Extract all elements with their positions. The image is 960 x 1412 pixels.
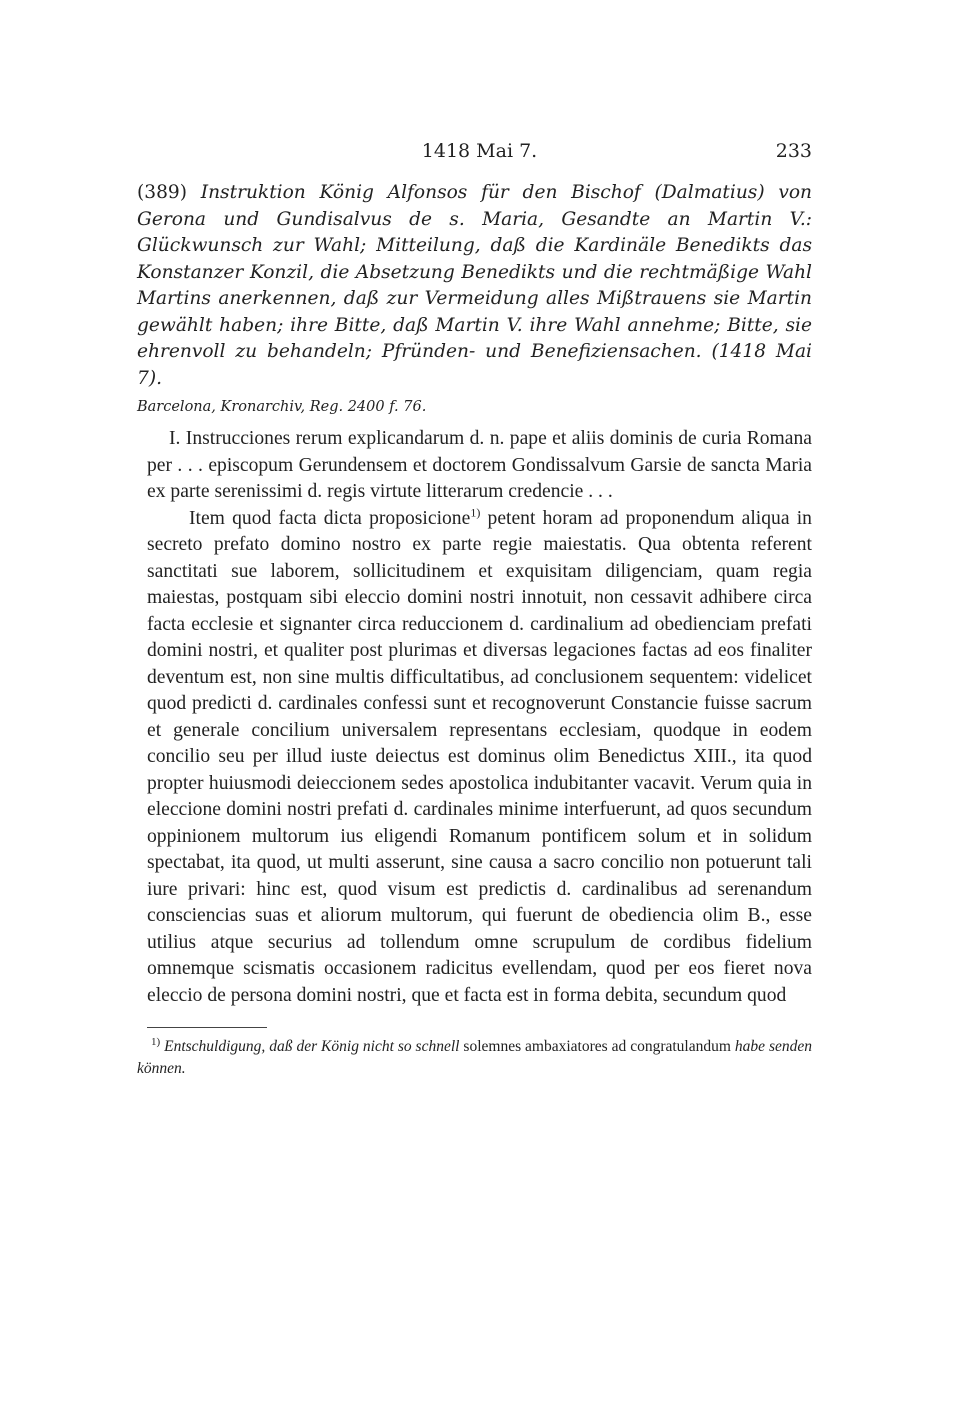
regest-summary (137, 180, 812, 392)
page-number: 233 (775, 140, 812, 162)
footnote (137, 1036, 812, 1080)
document-body (147, 426, 812, 1009)
body-paragraph-1: I. Instrucciones rerum explicandarum d. n. pape et aliis dominis de curia Romana per . . . episcopum Gerundensem et doctorem Gondissalvum Garsie de sancta Maria ex parte serenissimi d. regis virtute litterarum credencie . . . (147, 428, 812, 502)
footnote-divider (147, 1027, 267, 1028)
footnote-roman-1: solemnes ambaxiatores ad congratulandum (459, 1038, 735, 1055)
header-date: 1418 Mai 7. (421, 140, 538, 162)
paragraph-2-start: Item quod facta dicta proposicione (189, 507, 471, 529)
footnote-italic-2: habe senden können. (137, 1038, 812, 1077)
regest-text: Instruktion König Alfonsos für den Bischof (Dalmatius) von Gerona und Gundisalvus de s. Maria, Gesandte an Martin V.: Glückwunsch zur Wahl; Mitteilung, daß die Kardinäle Benedikts das Konstanzer Konzil, die Absetzung Benedikts und die rechtmäßige Wahl Martins anerkennen, daß zur Vermeidung alles Mißtrauens sie Martin gewählt haben; ihre Bitte, daß Martin V. ihre Wahl annehme; Bitte, sie ehrenvoll zu behandeln; Pfründen- und Benefiziensachen. (1418 Mai 7). (137, 182, 812, 389)
book-page (137, 140, 812, 1080)
document-number: (389) (137, 182, 187, 203)
footnote-reference[interactable]: 1) (470, 504, 481, 519)
running-header (147, 140, 812, 180)
archival-source: Barcelona, Kronarchiv, Reg. 2400 f. 76. (137, 399, 427, 415)
paragraph-2-rest: petent horam ad proponendum aliqua in secreto prefato domino nostro ex parte regie maiestatis. Qua obtenta referent sanctitati sue laborem, sollicitudinem et exquisitam diligenciam, quam regia maiestas, postquam sibi eleccio domini nostri innotuit, non cessavit adhibere circa facta ecclesie et signanter circa reduccionem d. cardinalium ad obedienciam prefati domini nostri, et qualiter post plurimas et diversas legaciones factas ad eos finaliter deventum est, non sine multis difficultatibus, ad conclusionem sequentem: videlicet quod predicti d. cardinales confessi sunt et recognoverunt Constancie fuisse sacrum et generale concilium universalem representans ecclesiam, quodque in eodem concilio seu per illud iuste deiectus est dominus olim Benedictus XIII., ita quod propter huiusmodi deieccionem sedes apostolica indubitanter vacavit. Verum quia in eleccione domini nostri prefati d. cardinales minime interfuerunt, ad quos secundum oppinionem multorum ius eligendi Romanum pontificem solum et in solidum spectabat, ita quod, ut multi asserunt, sine causa a sacro concilio non potuerunt tali iure privari: hinc est, quod visum est predictis d. cardinalibus ad serenandum consciencias suas et aliorum multorum, qui fuerunt de obediencia olim B., esse utilius atque securius ad tollendum omne scrupulum de cordibus fidelium omnemque scismatis occasionem radicitus evellendam, quod per eos fieret nova eleccio de persona domini nostri, que et facta est in forma debita, secundum quod (147, 507, 812, 1006)
body-paragraph-2 (147, 506, 812, 1010)
footnote-mark: 1) (151, 1035, 161, 1048)
footnote-italic-1: Entschuldigung, daß der König nicht so schnell (164, 1038, 460, 1055)
